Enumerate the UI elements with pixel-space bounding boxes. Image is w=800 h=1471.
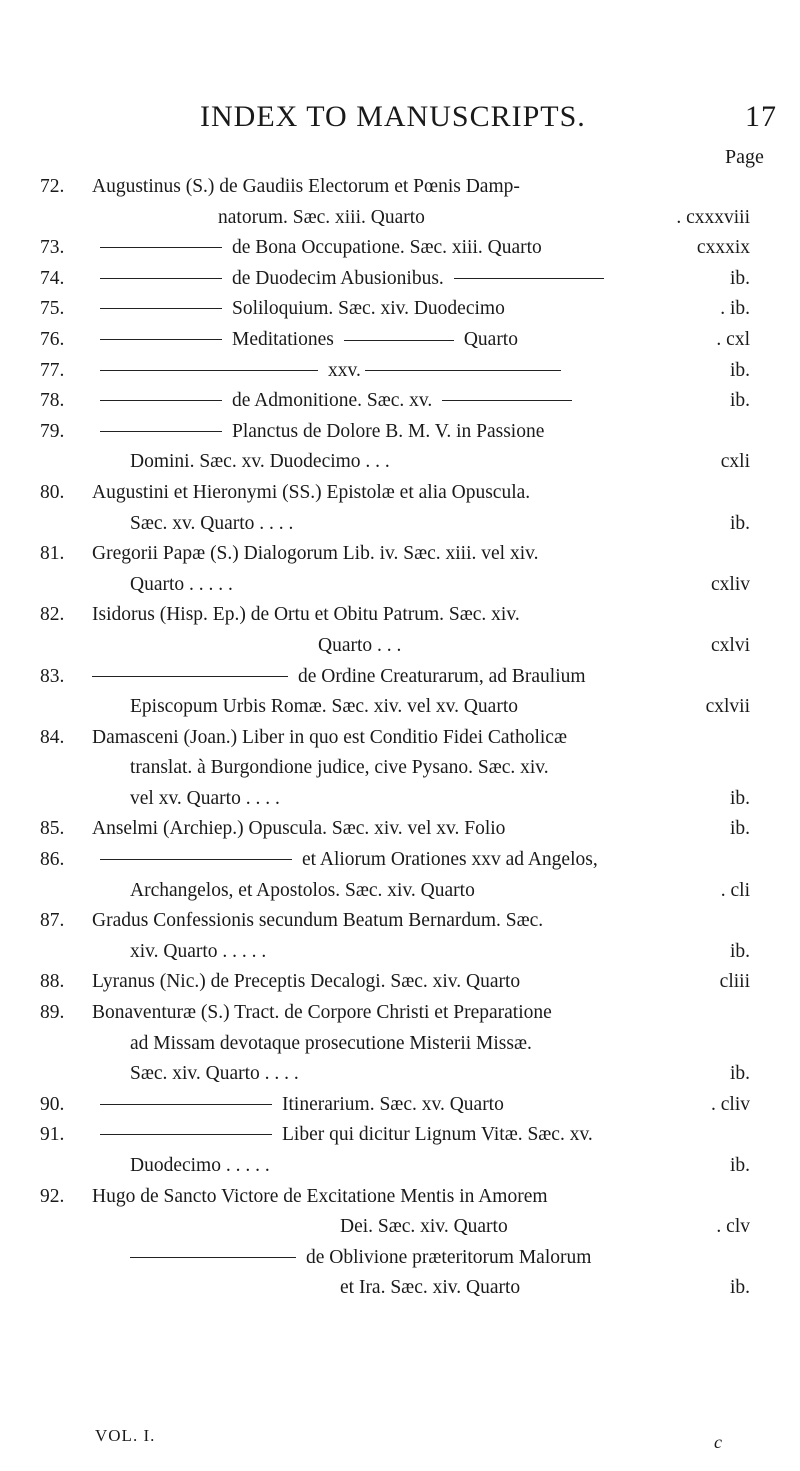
entry-text xyxy=(340,1273,520,1304)
entry-title: Sæc. xv. Quarto . . . . xyxy=(130,512,294,534)
entry-text xyxy=(130,1151,270,1182)
index-line xyxy=(0,784,800,815)
index-line xyxy=(0,417,800,448)
index-line xyxy=(0,356,800,387)
ditto-rule xyxy=(100,308,222,309)
page-reference: cxlvii xyxy=(705,696,750,718)
entry-title: Planctus de Dolore B. M. V. in Passione xyxy=(232,420,545,442)
entry-number: 72. xyxy=(40,176,65,197)
ditto-rule xyxy=(100,1134,272,1135)
entry-title: vel xv. Quarto . . . . xyxy=(130,787,280,809)
entry-text xyxy=(130,876,475,907)
entry-title: de Oblivione præteritorum Malorum xyxy=(306,1246,592,1268)
entry-text xyxy=(92,814,505,845)
index-line xyxy=(0,1212,800,1243)
ditto-rule xyxy=(100,859,292,860)
entry-title: Dei. Sæc. xiv. Quarto xyxy=(340,1216,508,1238)
entry-title: Damasceni (Joan.) Liber in quo est Conditio Fidei Catholicæ xyxy=(92,726,567,748)
page-reference: ib. xyxy=(729,818,750,840)
entry-text xyxy=(100,294,505,325)
page-reference: ib. xyxy=(729,512,750,534)
entry-text xyxy=(318,631,401,662)
entry-title: Anselmi (Archiep.) Opuscula. Sæc. xiv. vel xv. Folio xyxy=(92,818,506,840)
entry-text xyxy=(92,600,520,631)
entry-title: Quarto . . . xyxy=(318,634,402,656)
page-reference: ib. xyxy=(729,1155,750,1176)
index-line xyxy=(0,386,800,417)
entry-number: 80. xyxy=(40,481,65,503)
index-line xyxy=(0,876,800,907)
index-line xyxy=(0,203,800,234)
entry-text xyxy=(100,1120,593,1151)
index-line xyxy=(0,845,800,876)
entry-title: Soliloquium. Sæc. xiv. Duodecimo xyxy=(232,298,505,320)
page-reference: ib. xyxy=(729,359,750,381)
entry-text xyxy=(92,998,552,1029)
index-line xyxy=(0,294,800,325)
entry-title: Isidorus (Hisp. Ep.) de Ortu et Obitu Patrum. Sæc. xiv. xyxy=(92,604,520,626)
page-reference: . clv xyxy=(716,1216,750,1238)
entry-title: natorum. Sæc. xiii. Quarto xyxy=(218,206,425,228)
page-reference: . cliv xyxy=(711,1093,750,1115)
entry-title: Itinerarium. Sæc. xv. Quarto xyxy=(282,1093,504,1115)
ditto-rule xyxy=(92,676,288,677)
index-line xyxy=(0,1273,800,1304)
entry-text xyxy=(100,845,598,876)
entry-text xyxy=(130,937,266,968)
entry-text xyxy=(130,692,518,723)
index-line xyxy=(0,631,800,662)
entry-text xyxy=(92,1182,548,1213)
entry-text xyxy=(92,539,538,570)
volume-mark: VOL. I. xyxy=(95,1426,156,1445)
entry-number: 82. xyxy=(40,604,65,626)
page-reference: ib. xyxy=(729,940,750,962)
page-reference: cxliv xyxy=(711,573,750,595)
entry-title: Sæc. xiv. Quarto . . . . xyxy=(130,1063,299,1085)
entry-text xyxy=(92,478,530,509)
entry-text xyxy=(340,1212,508,1243)
ditto-rule xyxy=(100,1104,272,1105)
page-column-label: Page xyxy=(725,146,764,168)
index-line xyxy=(0,814,800,845)
index-line xyxy=(0,692,800,723)
entry-text xyxy=(130,570,233,601)
entry-title: et Aliorum Orationes xxv ad Angelos, xyxy=(302,849,598,871)
entry-title: de Duodecim Abusionibus. xyxy=(232,267,444,289)
entry-text xyxy=(130,1243,591,1274)
index-line xyxy=(0,447,800,478)
page-reference: ib. xyxy=(729,1063,750,1085)
index-line xyxy=(0,539,800,570)
page-reference: . cxxxviii xyxy=(676,206,750,228)
index-line xyxy=(0,1059,800,1090)
ditto-rule xyxy=(365,370,561,371)
index-line xyxy=(0,753,800,784)
entry-title: de Admonitione. Sæc. xv. xyxy=(232,390,433,412)
entry-number: 83. xyxy=(40,665,65,687)
entry-title: Domini. Sæc. xv. Duodecimo . . . xyxy=(130,451,390,473)
index-line xyxy=(0,1243,800,1274)
page-reference: ib. xyxy=(729,267,750,289)
entry-number: 81. xyxy=(40,543,65,565)
entry-title: Quarto . . . . . xyxy=(130,573,233,595)
index-line xyxy=(0,478,800,509)
entry-text xyxy=(100,264,604,295)
index-line xyxy=(0,325,800,356)
entry-number: 87. xyxy=(40,910,65,932)
entry-number: 73. xyxy=(40,237,65,259)
entry-number: 84. xyxy=(40,726,65,748)
entry-text xyxy=(130,1059,299,1090)
entry-title: Bonaventuræ (S.) Tract. de Corpore Christi et Preparatione xyxy=(92,1002,552,1024)
entry-number: 88. xyxy=(40,971,65,993)
page-reference: cxxxix xyxy=(696,237,750,259)
entry-title: xxv. xyxy=(328,359,361,381)
ditto-rule xyxy=(442,400,572,401)
entry-title: Gregorii Papæ (S.) Dialogorum Lib. iv. Sæc. xiii. vel xiv. xyxy=(92,543,539,565)
ditto-rule xyxy=(100,278,222,279)
entry-format: Quarto xyxy=(463,328,518,350)
ditto-rule xyxy=(344,340,454,341)
page-reference: . ib. xyxy=(720,298,750,320)
entry-title: de Bona Occupatione. Sæc. xiii. Quarto xyxy=(232,237,542,259)
index-line xyxy=(0,967,800,998)
running-title: INDEX TO MANUSCRIPTS. xyxy=(200,100,586,133)
index-line xyxy=(0,1090,800,1121)
index-line xyxy=(0,723,800,754)
entry-title: de Ordine Creaturarum, ad Braulium xyxy=(298,665,586,687)
entry-number: 76. xyxy=(40,328,65,350)
ditto-rule xyxy=(100,400,222,401)
index-line xyxy=(0,233,800,264)
entry-number: 86. xyxy=(40,849,65,871)
page-reference: cliii xyxy=(719,971,750,993)
ditto-rule xyxy=(100,431,222,432)
page-reference: cxlvi xyxy=(711,634,750,656)
signature-mark: c xyxy=(714,1432,722,1452)
ditto-rule xyxy=(100,370,318,371)
entry-title: Liber qui dicitur Lignum Vitæ. Sæc. xv. xyxy=(282,1124,593,1146)
entry-title: Duodecimo . . . . . xyxy=(130,1155,270,1176)
index-line xyxy=(0,264,800,295)
entry-title: Augustinus (S.) de Gaudiis Electorum et Pœnis Damp- xyxy=(92,176,520,197)
page-reference: . cli xyxy=(720,879,750,901)
ditto-rule xyxy=(100,339,222,340)
entry-text xyxy=(130,784,280,815)
index-line xyxy=(0,1120,800,1151)
entry-title: Lyranus (Nic.) de Preceptis Decalogi. Sæc. xiv. Quarto xyxy=(92,971,521,993)
entry-text xyxy=(92,906,543,937)
entry-text xyxy=(100,325,518,356)
entry-text xyxy=(92,662,586,693)
page-reference: cxli xyxy=(720,451,750,473)
page-reference: ib. xyxy=(729,787,750,809)
index-line xyxy=(0,570,800,601)
entry-text xyxy=(130,1029,532,1060)
index-line xyxy=(0,998,800,1029)
entry-number: 92. xyxy=(40,1185,65,1207)
entry-text xyxy=(218,203,425,234)
entry-title: Archangelos, et Apostolos. Sæc. xiv. Quarto xyxy=(130,879,475,901)
index-line xyxy=(0,172,800,203)
entry-text xyxy=(130,753,549,784)
page-reference: ib. xyxy=(729,1277,750,1299)
entry-number: 90. xyxy=(40,1093,65,1115)
entry-text xyxy=(100,386,572,417)
index-line xyxy=(0,509,800,540)
entry-title: Gradus Confessionis secundum Beatum Bernardum. Sæc. xyxy=(92,910,544,932)
entry-title: et Ira. Sæc. xiv. Quarto xyxy=(340,1277,521,1299)
entry-title: xiv. Quarto . . . . . xyxy=(130,940,267,962)
entry-text xyxy=(100,1090,504,1121)
entry-text xyxy=(92,723,567,754)
ditto-rule xyxy=(130,1257,296,1258)
entry-number: 85. xyxy=(40,818,65,840)
index-entries xyxy=(0,172,800,1304)
ditto-rule xyxy=(454,278,604,279)
index-line xyxy=(0,906,800,937)
page-reference: ib. xyxy=(729,390,750,412)
index-line xyxy=(0,600,800,631)
ditto-rule xyxy=(100,247,222,248)
entry-number: 77. xyxy=(40,359,65,381)
entry-number: 78. xyxy=(40,390,65,412)
index-line xyxy=(0,1029,800,1060)
entry-number: 75. xyxy=(40,298,65,320)
entry-title: translat. à Burgondione judice, cive Pysano. Sæc. xiv. xyxy=(130,757,549,779)
entry-title: ad Missam devotaque prosecutione Misterii Missæ. xyxy=(130,1032,532,1054)
entry-number: 74. xyxy=(40,267,65,289)
page-number: 17 xyxy=(745,100,777,133)
entry-title: Episcopum Urbis Romæ. Sæc. xiv. vel xv. Quarto xyxy=(130,696,518,718)
entry-text xyxy=(92,172,520,203)
entry-text xyxy=(130,509,293,540)
entry-text xyxy=(130,447,390,478)
entry-text xyxy=(92,967,520,998)
entry-title: Hugo de Sancto Victore de Excitatione Mentis in Amorem xyxy=(92,1185,548,1207)
entry-text xyxy=(100,233,542,264)
index-line xyxy=(0,1151,800,1182)
index-line xyxy=(0,1182,800,1213)
entry-number: 89. xyxy=(40,1002,65,1024)
entry-number: 79. xyxy=(40,420,65,442)
index-line xyxy=(0,662,800,693)
entry-title: Meditationes xyxy=(232,328,334,350)
entry-title: Augustini et Hieronymi (SS.) Epistolæ et alia Opuscula. xyxy=(92,481,531,503)
index-line xyxy=(0,937,800,968)
entry-text xyxy=(100,356,561,387)
entry-number: 91. xyxy=(40,1124,65,1146)
page-reference: . cxl xyxy=(716,328,750,350)
entry-text xyxy=(100,417,544,448)
